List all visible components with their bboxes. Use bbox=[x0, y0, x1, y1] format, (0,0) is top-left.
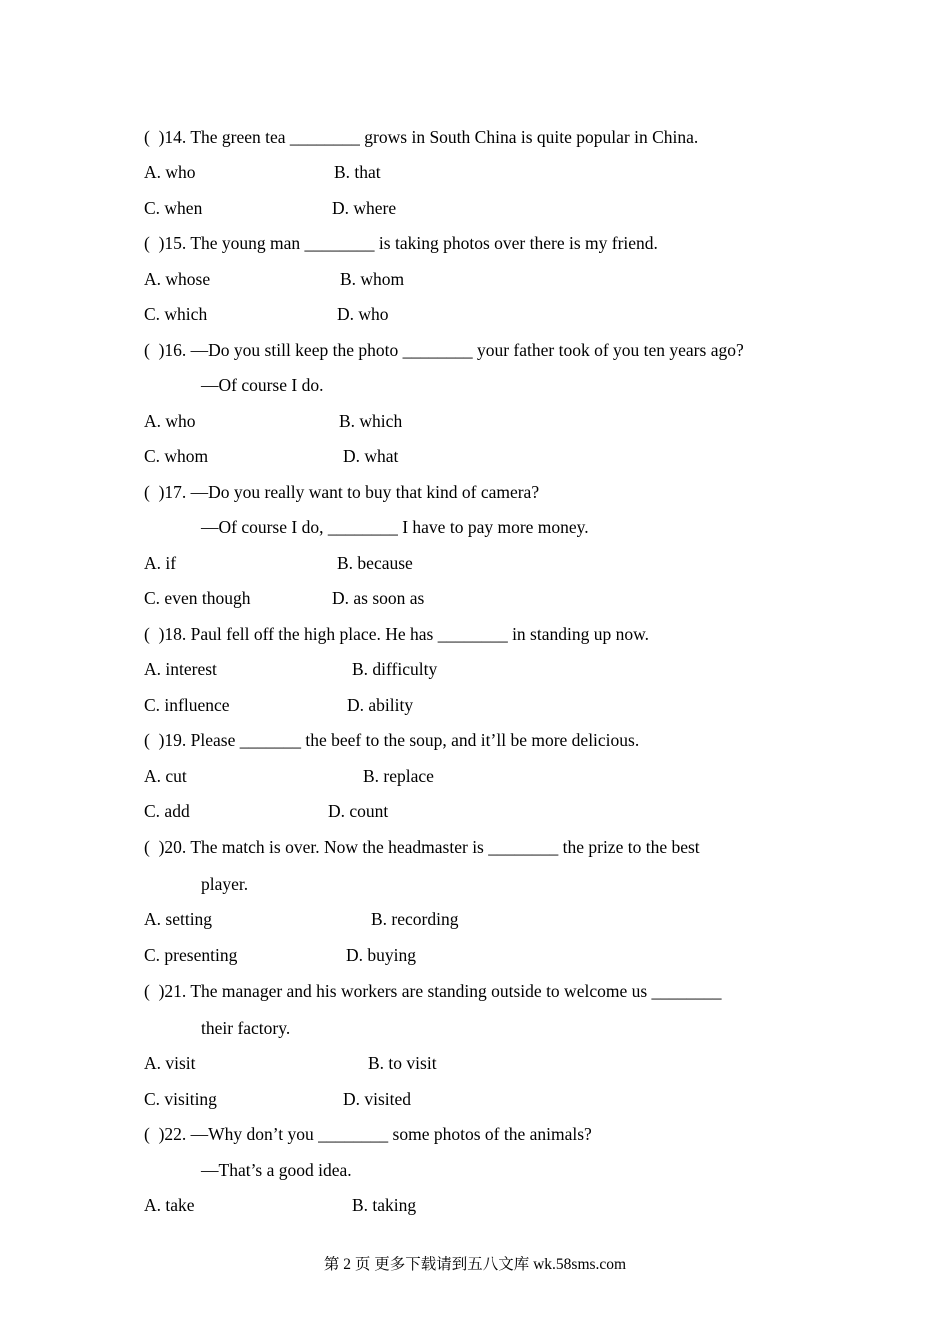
question-21-option-b: B. to visit bbox=[368, 1053, 437, 1073]
question-17-stem: ( )17. —Do you really want to buy that kind of camera? bbox=[144, 482, 540, 502]
question-20-continuation: player. bbox=[201, 874, 249, 894]
question-20-option-a: A. setting bbox=[144, 909, 213, 929]
question-18-option-a: A. interest bbox=[144, 659, 217, 679]
question-20-stem: ( )20. The match is over. Now the headmaster is ________ the prize to the best bbox=[144, 837, 700, 857]
question-18-option-d: D. ability bbox=[347, 695, 414, 715]
question-22-option-a: A. take bbox=[144, 1195, 195, 1215]
question-17-option-b: B. because bbox=[337, 553, 413, 573]
question-16-option-c: C. whom bbox=[144, 446, 209, 466]
question-14-option-d: D. where bbox=[332, 198, 397, 218]
question-21-continuation: their factory. bbox=[201, 1018, 291, 1038]
question-15-option-c: C. which bbox=[144, 304, 208, 324]
question-20-option-c: C. presenting bbox=[144, 945, 238, 965]
question-14-option-a: A. who bbox=[144, 162, 196, 182]
question-19-option-c: C. add bbox=[144, 801, 190, 821]
question-17-option-a: A. if bbox=[144, 553, 177, 573]
question-16-stem: ( )16. —Do you still keep the photo ________ your father took of you ten years ago? bbox=[144, 340, 744, 360]
question-14-stem: ( )14. The green tea ________ grows in South China is quite popular in China. bbox=[144, 127, 699, 147]
question-18-stem: ( )18. Paul fell off the high place. He has ________ in standing up now. bbox=[144, 624, 649, 644]
question-19-option-a: A. cut bbox=[144, 766, 187, 786]
question-21-option-c: C. visiting bbox=[144, 1089, 217, 1109]
question-18-option-b: B. difficulty bbox=[352, 659, 438, 679]
question-17-option-c: C. even though bbox=[144, 588, 251, 608]
question-14-option-b: B. that bbox=[334, 162, 381, 182]
question-19-option-d: D. count bbox=[328, 801, 389, 821]
question-19-stem: ( )19. Please _______ the beef to the soup, and it’ll be more delicious. bbox=[144, 730, 640, 750]
question-20-option-d: D. buying bbox=[346, 945, 416, 965]
question-22-continuation: —That’s a good idea. bbox=[201, 1160, 352, 1180]
question-17-option-d: D. as soon as bbox=[332, 588, 425, 608]
question-21-option-a: A. visit bbox=[144, 1053, 196, 1073]
page-footer: 第 2 页 更多下载请到五八文库 wk.58sms.com bbox=[323, 1256, 627, 1273]
question-17-continuation: —Of course I do, ________ I have to pay more money. bbox=[201, 517, 589, 537]
question-16-option-d: D. what bbox=[343, 446, 399, 466]
question-16-option-b: B. which bbox=[339, 411, 403, 431]
question-22-stem: ( )22. —Why don’t you ________ some photos of the animals? bbox=[144, 1124, 592, 1144]
question-20-option-b: B. recording bbox=[371, 909, 459, 929]
question-16-option-a: A. who bbox=[144, 411, 196, 431]
question-15-option-a: A. whose bbox=[144, 269, 211, 289]
question-15-option-b: B. whom bbox=[340, 269, 405, 289]
question-19-option-b: B. replace bbox=[363, 766, 434, 786]
question-15-option-d: D. who bbox=[337, 304, 389, 324]
question-18-option-c: C. influence bbox=[144, 695, 230, 715]
question-21-option-d: D. visited bbox=[343, 1089, 412, 1109]
question-15-stem: ( )15. The young man ________ is taking photos over there is my friend. bbox=[144, 233, 658, 253]
question-16-continuation: —Of course I do. bbox=[201, 375, 324, 395]
question-14-option-c: C. when bbox=[144, 198, 203, 218]
question-22-option-b: B. taking bbox=[352, 1195, 417, 1215]
question-21-stem: ( )21. The manager and his workers are standing outside to welcome us ________ bbox=[144, 981, 722, 1001]
